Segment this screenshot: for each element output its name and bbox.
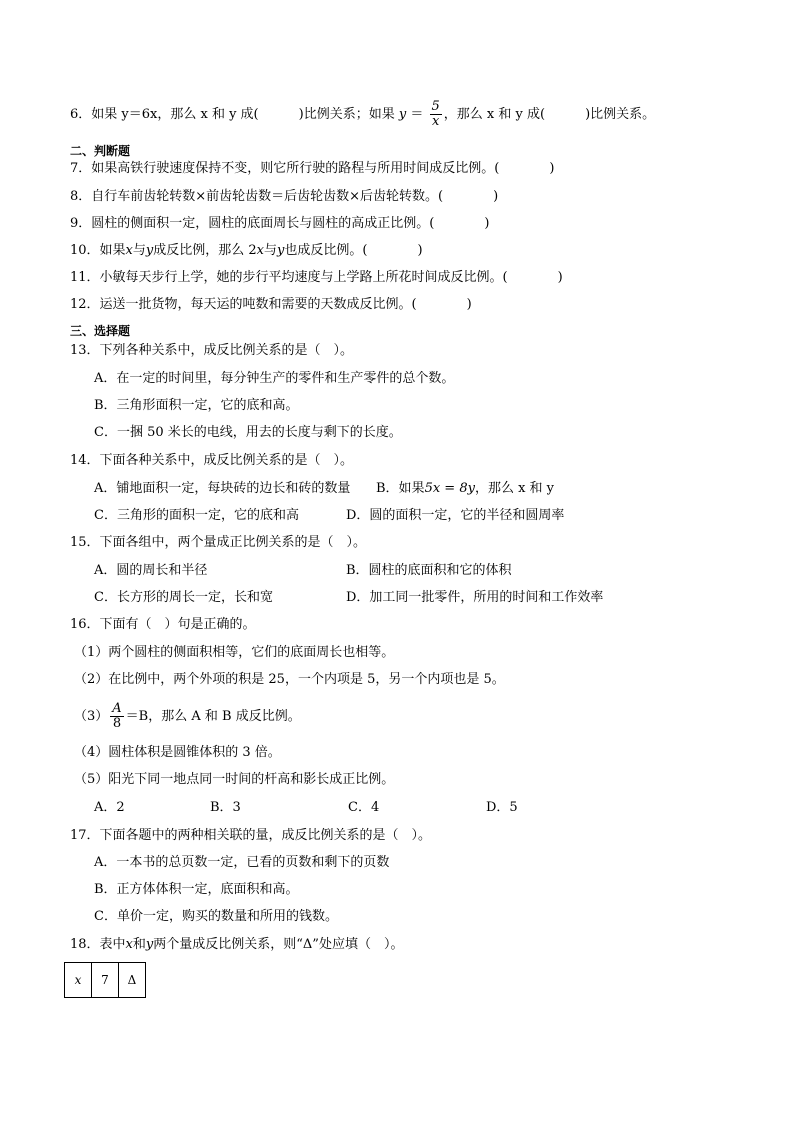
question-13-option-b: B．三角形面积一定，它的底和高。: [94, 398, 299, 413]
question-10: 10．如果x与y成反比例，那么 2x与y也成反比例。( ): [70, 243, 423, 258]
question-17-option-b: B．正方体体积一定，底面积和高。: [94, 882, 299, 897]
question-6: 6．如果 y＝6x，那么 x 和 y 成( )比例关系；如果 y ＝ $\frac{5}{x}$ ，那么 x 和 y 成( )比例关系。: [70, 99, 656, 129]
question-13-option-a: A．在一定的时间里，每分钟生产的零件和生产零件的总个数。: [94, 371, 455, 386]
xy-table: [64, 962, 146, 998]
question-11: 11．小敏每天步行上学，她的步行平均速度与上学路上所花时间成反比例。( ): [70, 270, 563, 285]
question-16-item-1: （1）两个圆柱的侧面积相等，它们的底面周长也相等。: [74, 645, 395, 660]
question-8: 8．自行车前齿轮转数×前齿轮齿数＝后齿轮齿数×后齿轮转数。( ): [70, 189, 499, 204]
question-12: 12．运送一批货物，每天运的吨数和需要的天数成反比例。( ): [70, 297, 472, 312]
question-17-option-c: C．单价一定，购买的数量和所用的钱数。: [94, 909, 338, 924]
table-cell-triangle: Δ: [119, 963, 146, 998]
question-16-option-c: C．4: [348, 800, 380, 815]
question-15-option-a: A．圆的周长和半径: [94, 563, 208, 578]
question-9: 9．圆柱的侧面积一定，圆柱的底面周长与圆柱的高成正比例。( ): [70, 216, 490, 231]
question-16-item-3: （3） $\frac{A}{8}$ ＝B，那么 A 和 B 成反比例。: [74, 701, 301, 731]
section-heading-choice: 三、选择题: [70, 324, 131, 338]
fraction-5-over-x: $\frac{5}{x}$: [431, 99, 440, 129]
question-14-option-c: C．三角形的面积一定，它的底和高: [94, 508, 299, 523]
question-14-stem: 14．下面各种关系中，成反比例关系的是（ ）。: [70, 453, 354, 468]
question-17-stem: 17．下面各题中的两种相关联的量，成反比例关系的是（ ）。: [70, 828, 432, 843]
question-16-option-a: A．2: [94, 800, 125, 815]
table-row: [65, 963, 146, 998]
fraction-a-over-8: $\frac{A}{8}$: [112, 701, 122, 731]
question-15-option-b: B．圆柱的底面积和它的体积: [346, 563, 512, 578]
question-16-stem: 16．下面有（ ）句是正确的。: [70, 617, 256, 632]
question-7: 7．如果高铁行驶速度保持不变，则它所行驶的路程与所用时间成反比例。( ): [70, 161, 555, 176]
section-heading-judgement: 二、判断题: [70, 144, 131, 158]
question-14-option-d: D．圆的面积一定，它的半径和圆周率: [346, 508, 565, 523]
question-15-option-d: D．加工同一批零件，所用的时间和工作效率: [346, 590, 604, 605]
question-15-option-c: C．长方形的周长一定，长和宽: [94, 590, 273, 605]
question-14-option-b: B．如果5x = 8y，那么 x 和 y: [376, 481, 555, 496]
question-14-option-a: A．铺地面积一定，每块砖的边长和砖的数量: [94, 481, 351, 496]
question-13-option-c: C．一捆 50 米长的电线，用去的长度与剩下的长度。: [94, 425, 402, 440]
question-18-stem: 18．表中x和y两个量成反比例关系，则“Δ”处应填（ ）。: [70, 937, 404, 952]
question-13-stem: 13．下列各种关系中，成反比例关系的是（ ）。: [70, 343, 354, 358]
question-16-option-b: B．3: [210, 800, 241, 815]
table-cell-x: x: [65, 963, 92, 998]
question-15-stem: 15．下面各组中，两个量成正比例关系的是（ ）。: [70, 535, 367, 550]
table-cell-7: 7: [92, 963, 119, 998]
question-16-item-2: （2）在比例中，两个外项的积是 25，一个内项是 5，另一个内项也是 5。: [74, 672, 505, 687]
question-17-option-a: A．一本书的总页数一定，已看的页数和剩下的页数: [94, 855, 390, 870]
question-16-item-5: （5）阳光下同一地点同一时间的杆高和影长成正比例。: [74, 772, 395, 787]
question-16-item-4: （4）圆柱体积是圆锥体积的 3 倍。: [74, 745, 281, 760]
question-16-option-d: D．5: [486, 800, 518, 815]
